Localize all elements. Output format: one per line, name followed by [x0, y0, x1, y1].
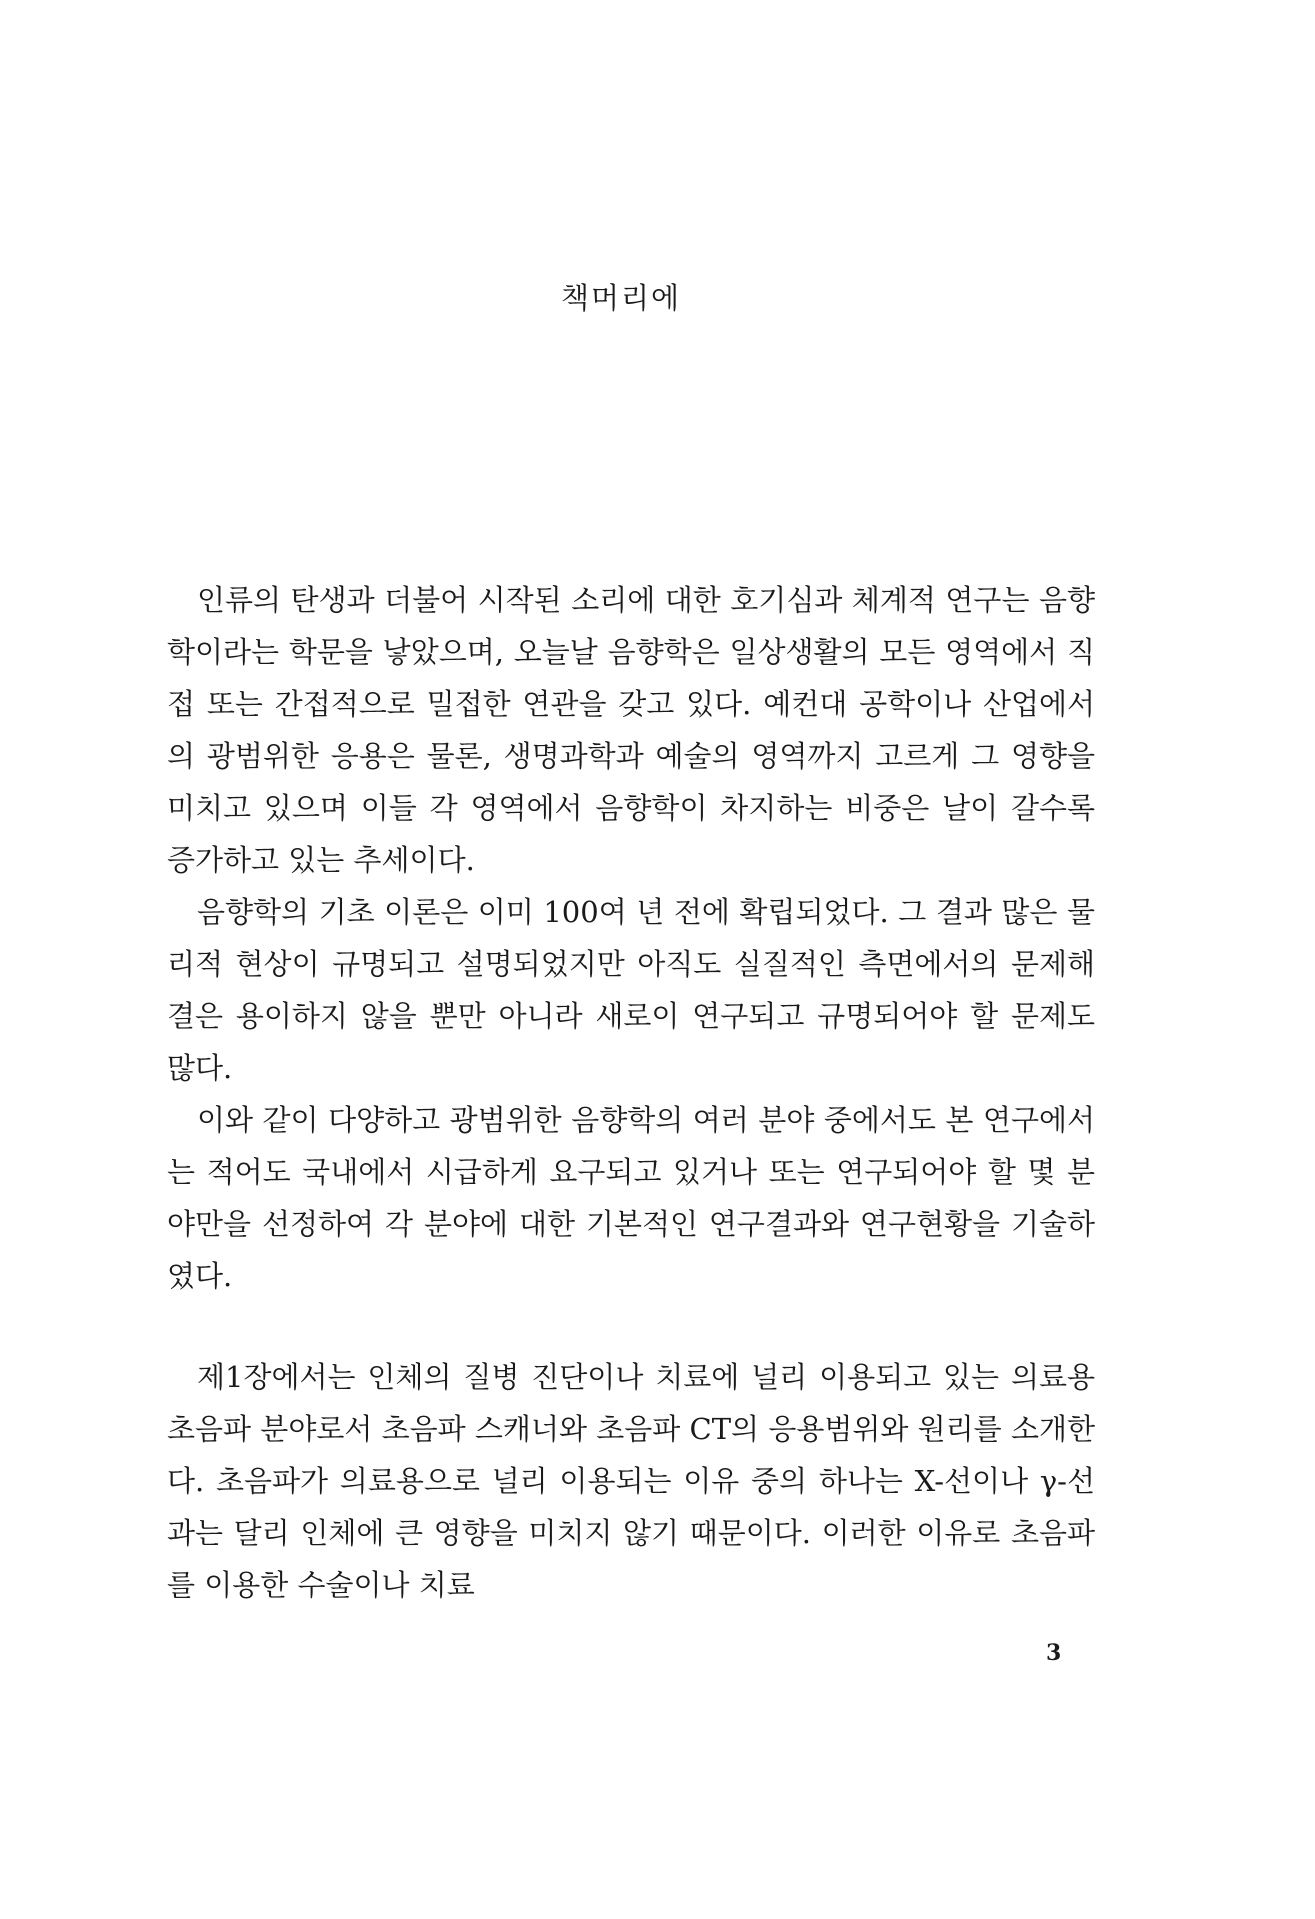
chapter-overview-section [167, 1351, 1095, 1611]
paragraph: 이와 같이 다양하고 광범위한 음향학의 여러 분야 중에서도 본 연구에서는 적어도 국내에서 시급하게 요구되고 있거나 또는 연구되어야 할 몇 분야만을 선정하여 각 분야에 대한 기본적인 연구결과와 연구현황을 기술하였다. [167, 1103, 1095, 1293]
page-title: 책머리에 [560, 281, 682, 315]
intro-section [167, 574, 1095, 1302]
paragraph: 인류의 탄생과 더불어 시작된 소리에 대한 호기심과 체계적 연구는 음향학이라는 학문을 낳았으며, 오늘날 음향학은 일상생활의 모든 영역에서 직접 또는 간접적으로 밀접한 연관을 갖고 있다. 예컨대 공학이나 산업에서의 광범위한 응용은 물론, 생명과학과 예술의 영역까지 고르게 그 영향을 미치고 있으며 이들 각 영역에서 음향학이 차지하는 비중은 날이 갈수록 증가하고 있는 추세이다. [167, 583, 1095, 877]
page-number: 3 [1046, 1640, 1062, 1666]
paragraph: 음향학의 기초 이론은 이미 100여 년 전에 확립되었다. 그 결과 많은 물리적 현상이 규명되고 설명되었지만 아직도 실질적인 측면에서의 문제해결은 용이하지 않을 뿐만 아니라 새로이 연구되고 규명되어야 할 문제도 많다. [167, 895, 1095, 1085]
paragraph: 제1장에서는 인체의 질병 진단이나 치료에 널리 이용되고 있는 의료용 초음파 분야로서 초음파 스캐너와 초음파 CT의 응용범위와 원리를 소개한다. 초음파가 의료용으로 널리 이용되는 이유 중의 하나는 X-선이나 γ-선과는 달리 인체에 큰 영향을 미치지 않기 때문이다. 이러한 이유로 초음파를 이용한 수술이나 치료 [167, 1360, 1095, 1602]
